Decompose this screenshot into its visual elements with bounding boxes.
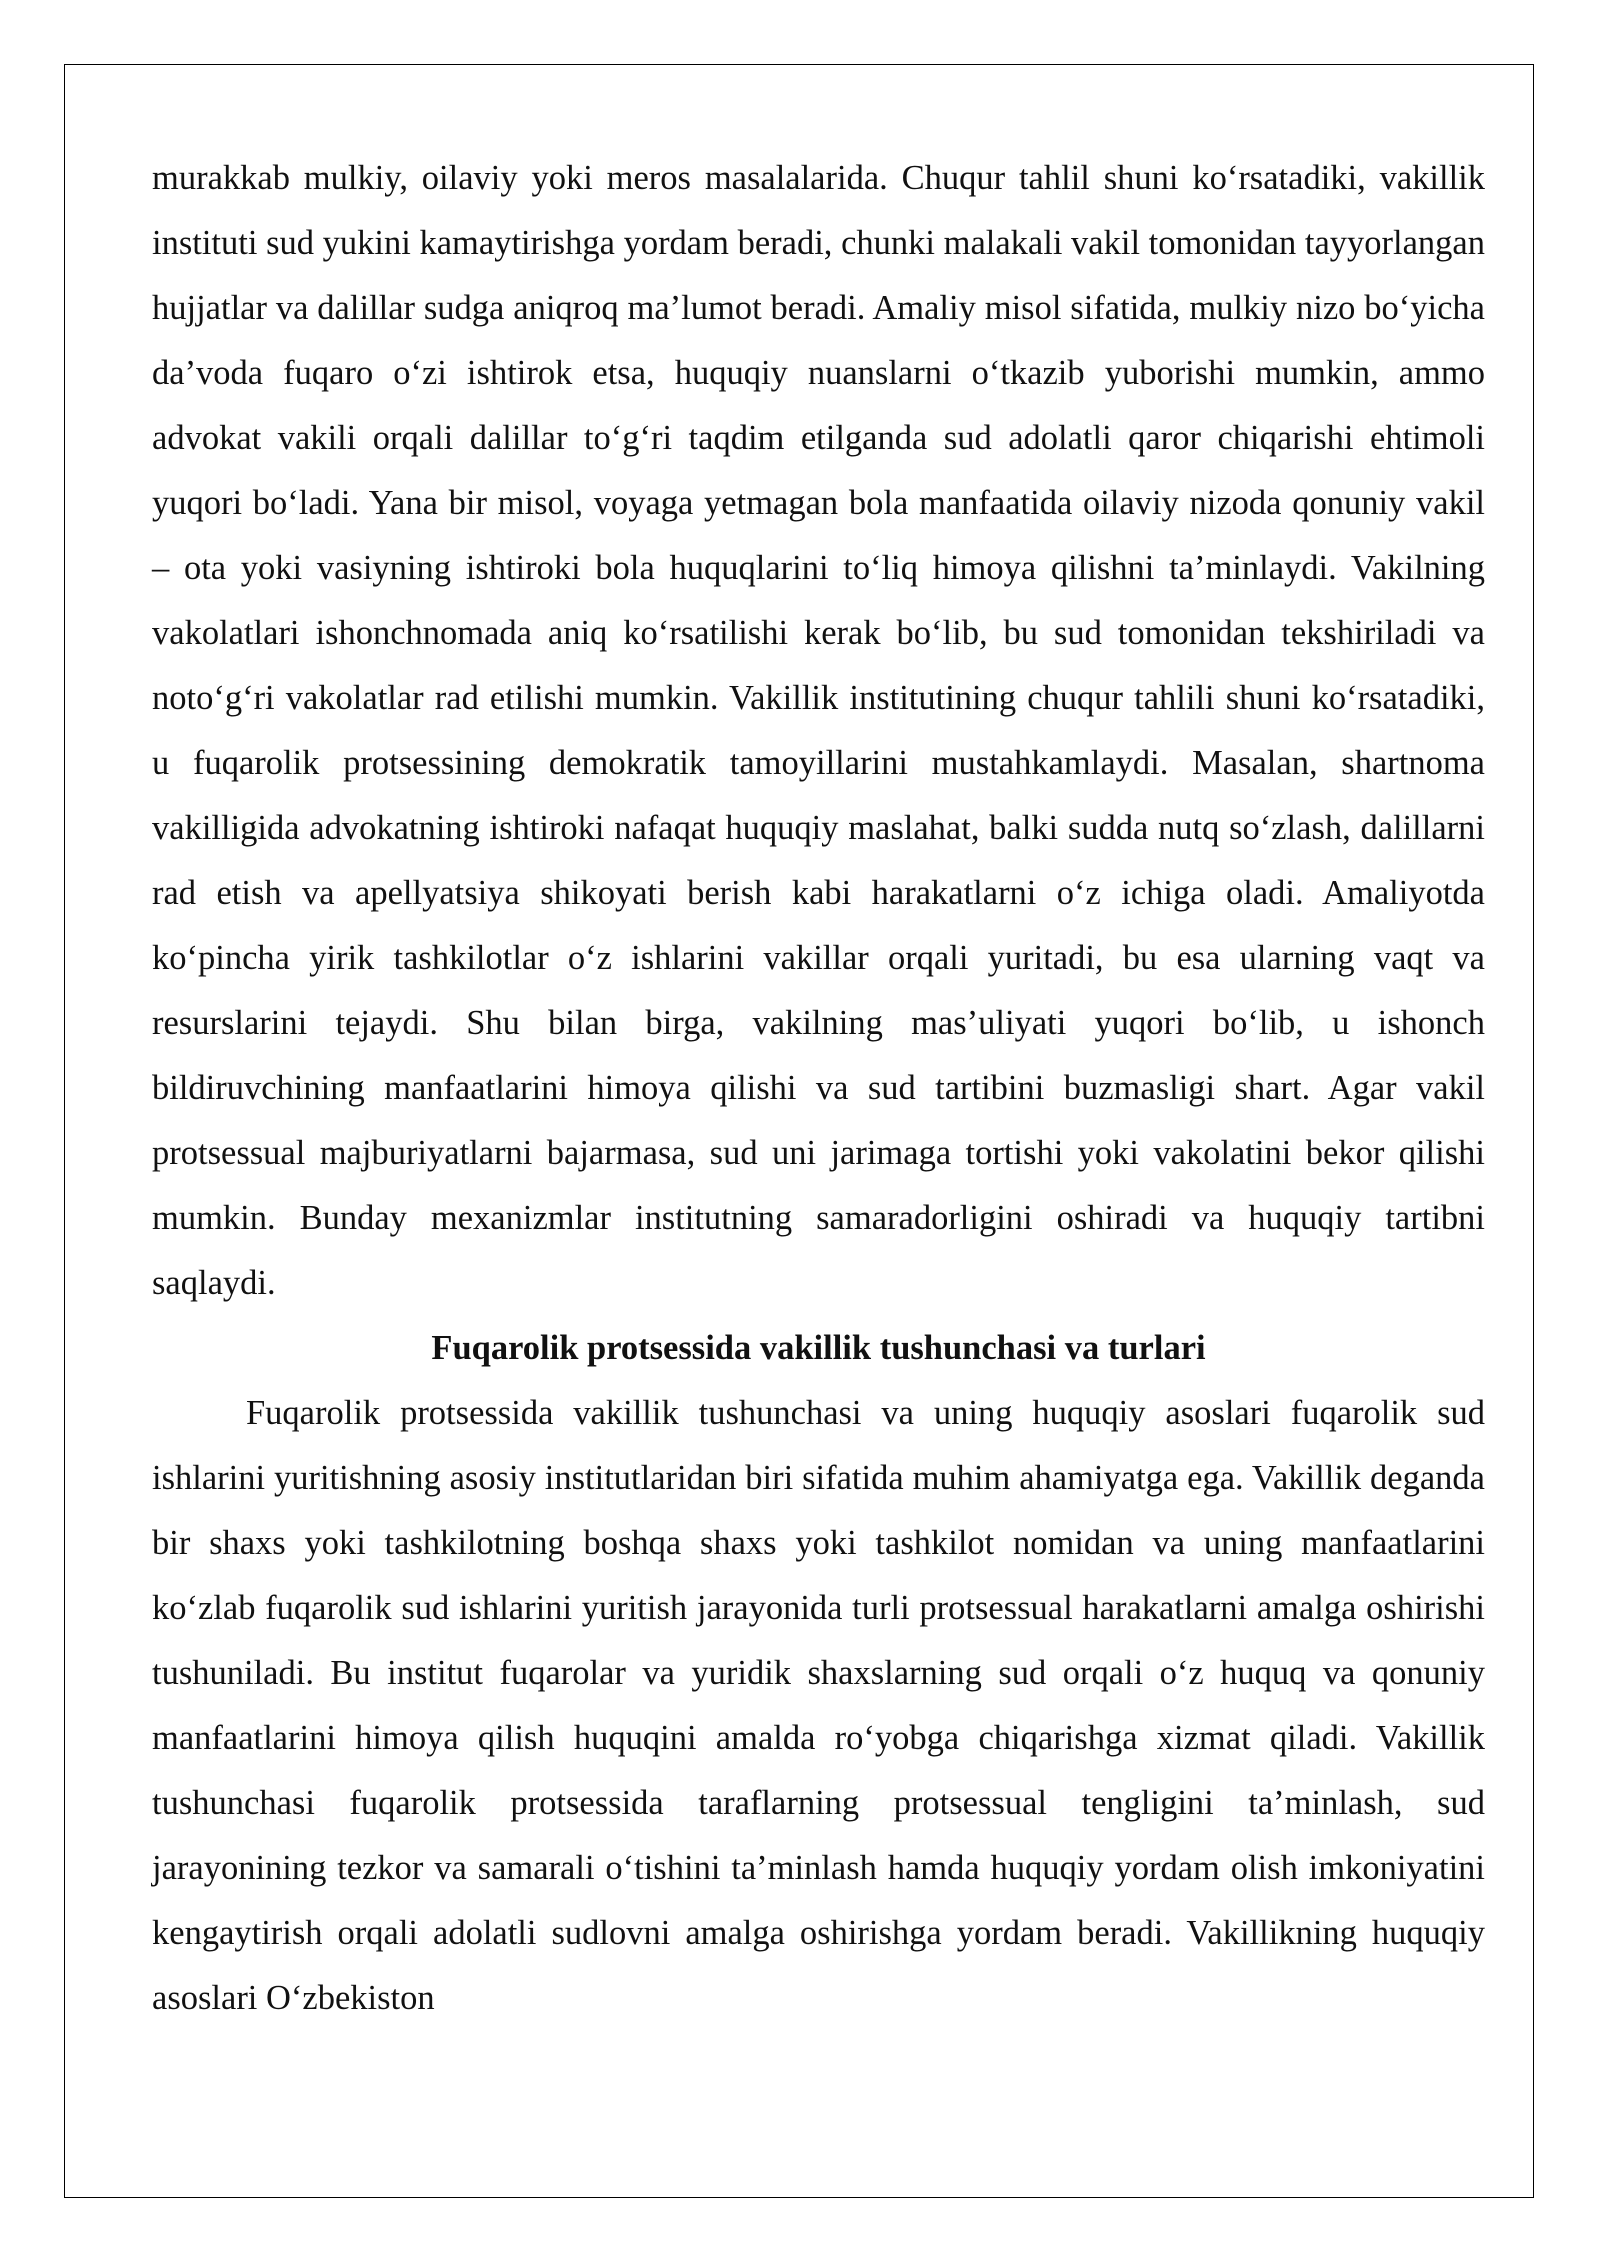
document-body	[152, 146, 1485, 2031]
section-paragraph: Fuqarolik protsessida vakillik tushunchasi va uning huquqiy asoslari fuqarolik sud ishlarini yuritishning asosiy institutlaridan biri sifatida muhim ahamiyatga ega. Vakillik deganda bir shaxs yoki tashkilotning boshqa shaxs yoki tashkilot nomidan va uning manfaatlarini ko‘zlab fuqarolik sud ishlarini yuritish jarayonida turli protsessual harakatlarni amalga oshirishi tushuniladi. Bu institut fuqarolar va yuridik shaxslarning sud orqali o‘z huquq va qonuniy manfaatlarini himoya qilish huquqini amalda ro‘yobga chiqarishga xizmat qiladi. Vakillik tushunchasi fuqarolik protsessida taraflarning protsessual tengligini ta’minlash, sud jarayonining tezkor va samarali o‘tishini ta’minlash hamda huquqiy yordam olish imkoniyatini kengaytirish orqali adolatli sudlovni amalga oshirishga yordam beradi. Vakillikning huquqiy asoslari O‘zbekiston	[152, 1394, 1485, 2017]
section-heading: Fuqarolik protsessida vakillik tushunchasi va turlari	[431, 1329, 1206, 1367]
continued-paragraph: murakkab mulkiy, oilaviy yoki meros masalalarida. Chuqur tahlil shuni ko‘rsatadiki, vakillik instituti sud yukini kamaytirishga yordam beradi, chunki malakali vakil tomonidan tayyorlangan hujjatlar va dalillar sudga aniqroq ma’lumot beradi. Amaliy misol sifatida, mulkiy nizo bo‘yicha da’voda fuqaro o‘zi ishtirok etsa, huquqiy nuanslarni o‘tkazib yuborishi mumkin, ammo advokat vakili orqali dalillar to‘g‘ri taqdim etilganda sud adolatli qaror chiqarishi ehtimoli yuqori bo‘ladi. Yana bir misol, voyaga yetmagan bola manfaatida oilaviy nizoda qonuniy vakil – ota yoki vasiyning ishtiroki bola huquqlarini to‘liq himoya qilishni ta’minlaydi. Vakilning vakolatlari ishonchnomada aniq ko‘rsatilishi kerak bo‘lib, bu sud tomonidan tekshiriladi va noto‘g‘ri vakolatlar rad etilishi mumkin. Vakillik institutining chuqur tahlili shuni ko‘rsatadiki, u fuqarolik protsessining demokratik tamoyillarini mustahkamlaydi. Masalan, shartnoma vakilligida advokatning ishtiroki nafaqat huquqiy maslahat, balki sudda nutq so‘zlash, dalillarni rad etish va apellyatsiya shikoyati berish kabi harakatlarni o‘z ichiga oladi. Amaliyotda ko‘pincha yirik tashkilotlar o‘z ishlarini vakillar orqali yuritadi, bu esa ularning vaqt va resurslarini tejaydi. Shu bilan birga, vakilning mas’uliyati yuqori bo‘lib, u ishonch bildiruvchining manfaatlarini himoya qilishi va sud tartibini buzmasligi shart. Agar vakil protsessual majburiyatlarni bajarmasa, sud uni jarimaga tortishi yoki vakolatini bekor qilishi mumkin. Bunday mexanizmlar institutning samaradorligini oshiradi va huquqiy tartibni saqlaydi.	[152, 159, 1485, 1302]
